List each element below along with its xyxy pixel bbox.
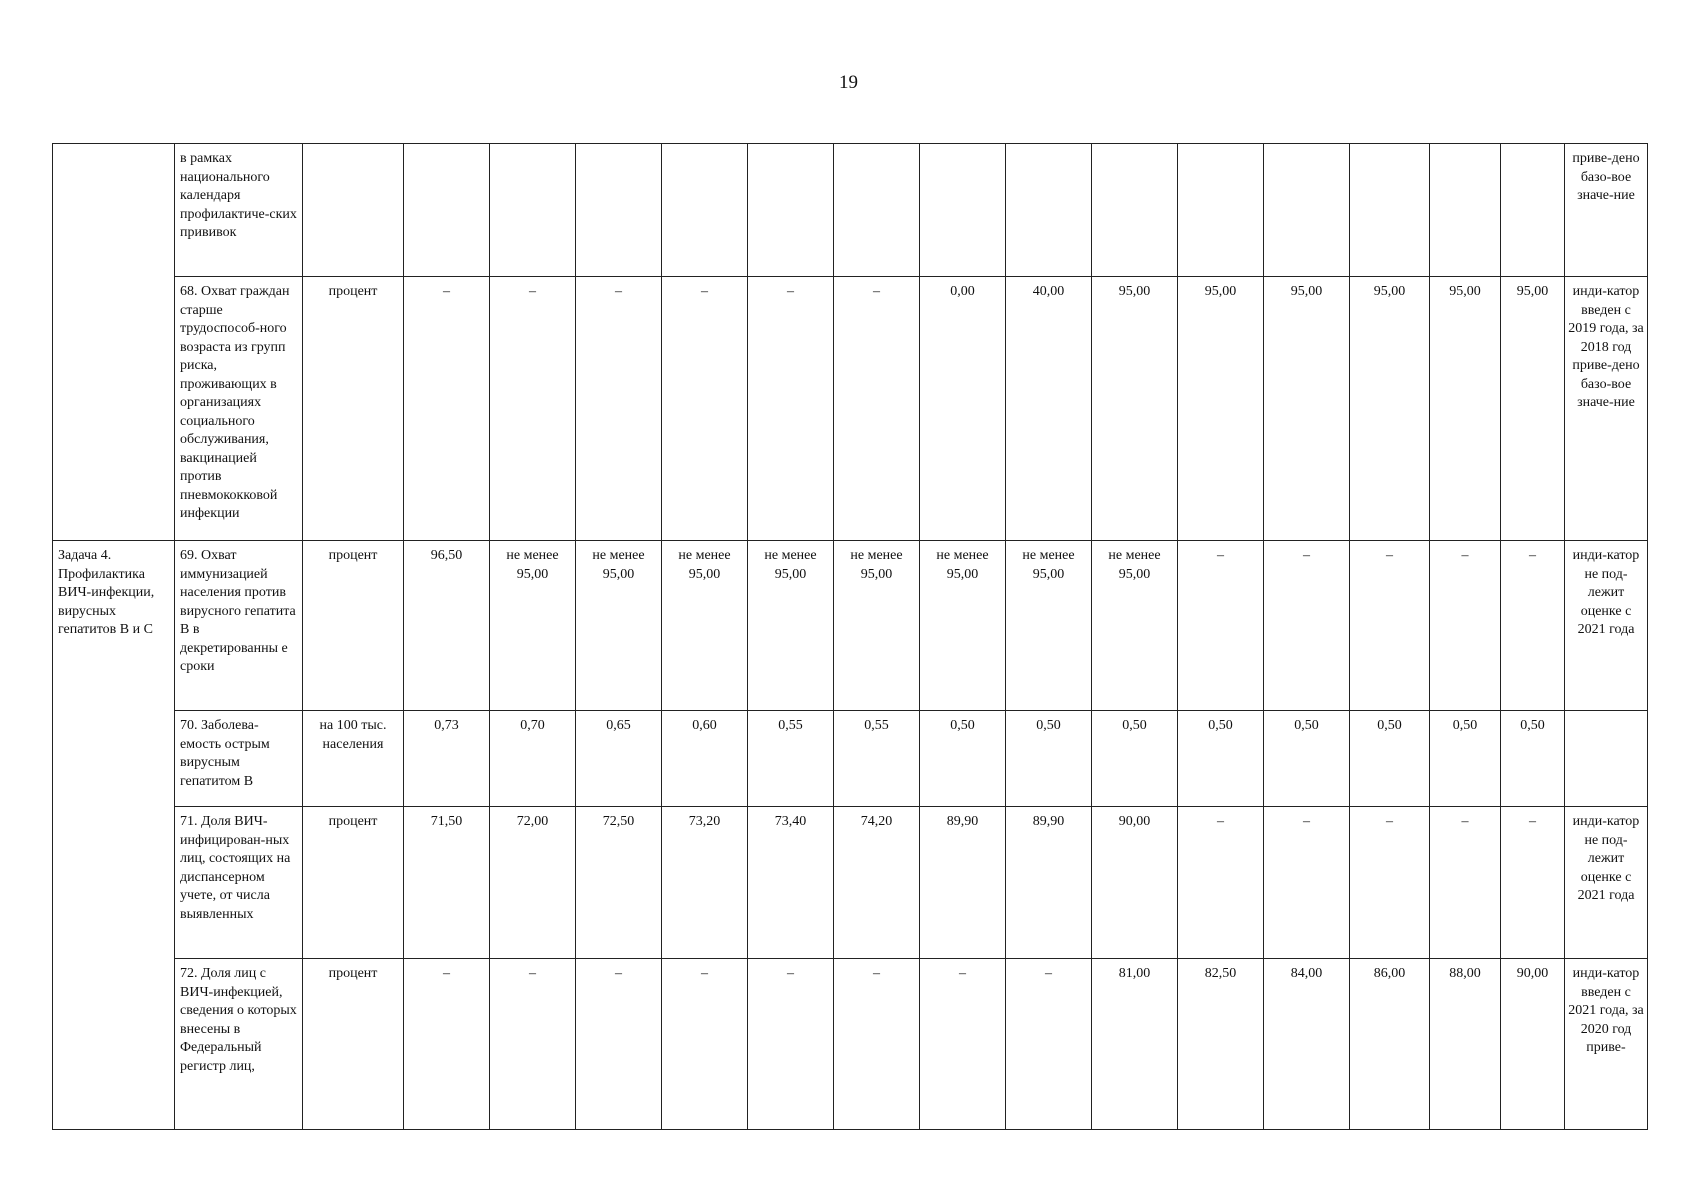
value-cell: 0,50 <box>1430 711 1501 807</box>
value-cell: – <box>576 959 662 1130</box>
value-cell <box>1006 144 1092 277</box>
value-cell: – <box>662 959 748 1130</box>
unit-cell <box>303 144 404 277</box>
value-cell: не менее 95,00 <box>834 541 920 711</box>
value-cell: 0,50 <box>1501 711 1565 807</box>
value-cell: – <box>1501 541 1565 711</box>
value-cell: 90,00 <box>1092 807 1178 959</box>
unit-cell: процент <box>303 807 404 959</box>
indicator-cell: 72. Доля лиц с ВИЧ-инфекцией, сведения о которых внесены в Федеральный регистр лиц, <box>175 959 303 1130</box>
value-cell: 0,50 <box>1006 711 1092 807</box>
value-cell <box>748 144 834 277</box>
value-cell: 82,50 <box>1178 959 1264 1130</box>
value-cell: 72,00 <box>490 807 576 959</box>
value-cell: не менее 95,00 <box>490 541 576 711</box>
value-cell <box>834 144 920 277</box>
indicator-cell: в рамках национального календаря профилактиче-ских прививок <box>175 144 303 277</box>
task-cell-empty <box>53 144 175 541</box>
value-cell: 89,90 <box>1006 807 1092 959</box>
value-cell: – <box>834 277 920 541</box>
value-cell: 0,50 <box>1178 711 1264 807</box>
value-cell <box>1178 144 1264 277</box>
value-cell: 95,00 <box>1178 277 1264 541</box>
value-cell: не менее 95,00 <box>748 541 834 711</box>
value-cell: 95,00 <box>1350 277 1430 541</box>
note-cell: инди-катор введен с 2019 года, за 2018 год приве-дено базо-вое значе-ние <box>1565 277 1648 541</box>
indicators-table <box>52 143 1648 1130</box>
value-cell: – <box>1178 807 1264 959</box>
value-cell: – <box>1501 807 1565 959</box>
note-cell: инди-катор не под-лежит оценке с 2021 года <box>1565 807 1648 959</box>
value-cell <box>576 144 662 277</box>
value-cell: 84,00 <box>1264 959 1350 1130</box>
value-cell: – <box>748 277 834 541</box>
value-cell: 81,00 <box>1092 959 1178 1130</box>
value-cell: 0,70 <box>490 711 576 807</box>
value-cell: – <box>1350 541 1430 711</box>
value-cell: – <box>1430 541 1501 711</box>
table-row <box>53 711 1648 807</box>
value-cell: не менее 95,00 <box>662 541 748 711</box>
value-cell: 0,65 <box>576 711 662 807</box>
value-cell: 89,90 <box>920 807 1006 959</box>
value-cell: 72,50 <box>576 807 662 959</box>
value-cell: 95,00 <box>1430 277 1501 541</box>
value-cell: 0,50 <box>1264 711 1350 807</box>
note-cell <box>1565 711 1648 807</box>
value-cell: 0,50 <box>1092 711 1178 807</box>
value-cell <box>1430 144 1501 277</box>
value-cell <box>662 144 748 277</box>
value-cell: – <box>404 277 490 541</box>
value-cell: 0,55 <box>748 711 834 807</box>
value-cell: 95,00 <box>1264 277 1350 541</box>
value-cell <box>1350 144 1430 277</box>
value-cell <box>1264 144 1350 277</box>
value-cell: – <box>1264 541 1350 711</box>
table-row <box>53 277 1648 541</box>
unit-cell: на 100 тыс. населения <box>303 711 404 807</box>
value-cell: не менее 95,00 <box>1092 541 1178 711</box>
value-cell: 0,73 <box>404 711 490 807</box>
value-cell: 0,60 <box>662 711 748 807</box>
value-cell: 96,50 <box>404 541 490 711</box>
indicator-cell: 69. Охват иммунизацией населения против вирусного гепатита В в декретированны е сроки <box>175 541 303 711</box>
value-cell: 90,00 <box>1501 959 1565 1130</box>
value-cell: не менее 95,00 <box>1006 541 1092 711</box>
indicator-cell: 70. Заболева-емость острым вирусным гепатитом В <box>175 711 303 807</box>
value-cell <box>1092 144 1178 277</box>
value-cell: 73,40 <box>748 807 834 959</box>
value-cell: 95,00 <box>1092 277 1178 541</box>
note-cell: инди-катор не под-лежит оценке с 2021 года <box>1565 541 1648 711</box>
value-cell: 0,50 <box>920 711 1006 807</box>
value-cell: 74,20 <box>834 807 920 959</box>
value-cell: – <box>1350 807 1430 959</box>
value-cell: – <box>490 277 576 541</box>
value-cell: 73,20 <box>662 807 748 959</box>
value-cell: – <box>576 277 662 541</box>
value-cell: – <box>490 959 576 1130</box>
task-cell: Задача 4. Профилактика ВИЧ-инфекции, вирусных гепатитов В и С <box>53 541 175 1130</box>
value-cell: 0,50 <box>1350 711 1430 807</box>
value-cell <box>490 144 576 277</box>
value-cell <box>1501 144 1565 277</box>
note-cell: приве-дено базо-вое значе-ние <box>1565 144 1648 277</box>
value-cell: не менее 95,00 <box>576 541 662 711</box>
value-cell: – <box>404 959 490 1130</box>
table-row <box>53 541 1648 711</box>
value-cell: 71,50 <box>404 807 490 959</box>
value-cell: – <box>1178 541 1264 711</box>
value-cell: 95,00 <box>1501 277 1565 541</box>
table-row <box>53 144 1648 277</box>
value-cell: – <box>920 959 1006 1130</box>
value-cell: 88,00 <box>1430 959 1501 1130</box>
table-row <box>53 959 1648 1130</box>
value-cell <box>920 144 1006 277</box>
page-number: 19 <box>839 72 858 93</box>
value-cell: 40,00 <box>1006 277 1092 541</box>
value-cell: 86,00 <box>1350 959 1430 1130</box>
value-cell: – <box>1264 807 1350 959</box>
value-cell: не менее 95,00 <box>920 541 1006 711</box>
note-cell: инди-катор введен с 2021 года, за 2020 год приве- <box>1565 959 1648 1130</box>
value-cell: – <box>1006 959 1092 1130</box>
value-cell: – <box>662 277 748 541</box>
value-cell: 0,00 <box>920 277 1006 541</box>
unit-cell: процент <box>303 277 404 541</box>
value-cell: – <box>748 959 834 1130</box>
value-cell: – <box>834 959 920 1130</box>
unit-cell: процент <box>303 541 404 711</box>
value-cell: – <box>1430 807 1501 959</box>
value-cell <box>404 144 490 277</box>
value-cell: 0,55 <box>834 711 920 807</box>
table-row <box>53 807 1648 959</box>
indicator-cell: 68. Охват граждан старше трудоспособ-ного возраста из групп риска, проживающих в организациях социального обслуживания, вакцинацией против пневмококковой инфекции <box>175 277 303 541</box>
indicator-cell: 71. Доля ВИЧ-инфицирован-ных лиц, состоящих на диспансерном учете, от числа выявленных <box>175 807 303 959</box>
unit-cell: процент <box>303 959 404 1130</box>
